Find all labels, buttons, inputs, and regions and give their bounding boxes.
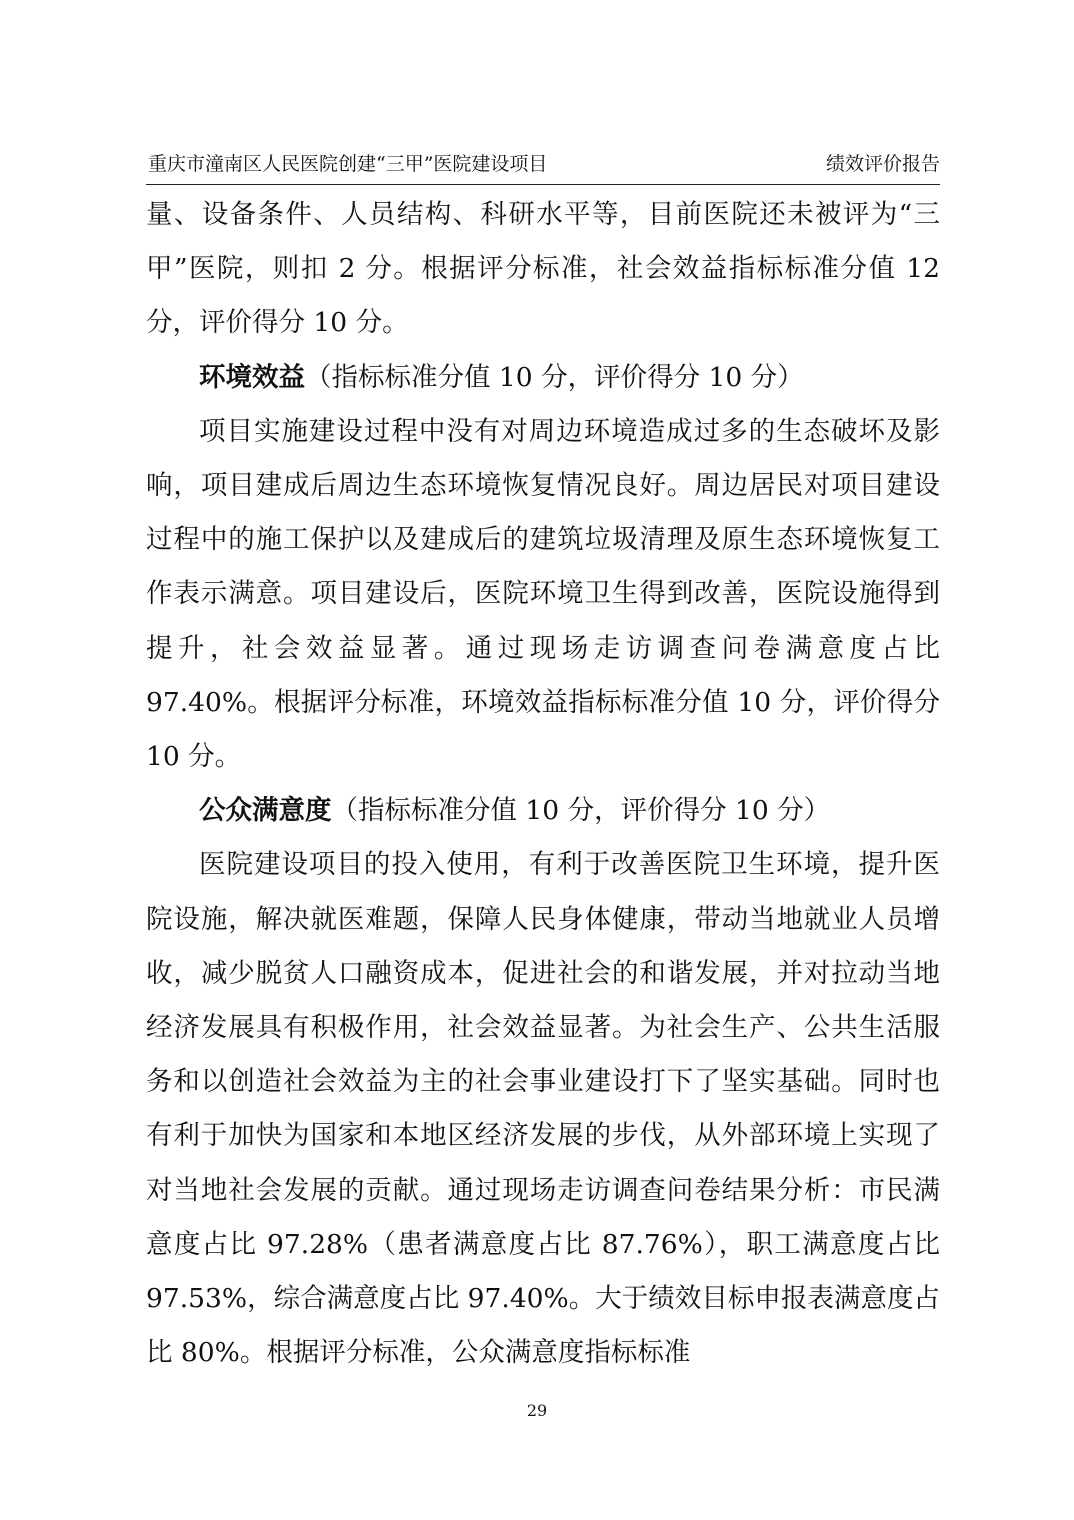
heading-environmental-benefit-score: （指标标准分值 10 分，评价得分 10 分） [305,361,804,393]
heading-public-satisfaction-score: （指标标准分值 10 分，评价得分 10 分） [331,795,831,827]
document-body [146,188,940,1380]
paragraph-environmental-benefit: 项目实施建设过程中没有对周边环境造成过多的生态破坏及影响，项目建成后周边生态环境恢复情况良好。周边居民对项目建设过程中的施工保护以及建成后的建筑垃圾清理及原生态环境恢复工作表示满意。项目建设后，医院环境卫生得到改善，医院设施得到提升，社会效益显著。通过现场走访调查问卷满意度占比 97.40%。根据评分标准，环境效益指标标准分值 10 分，评价得分 10 分。 [146,415,940,773]
heading-public-satisfaction [146,784,940,838]
heading-public-satisfaction-title: 公众满意度 [199,795,332,827]
running-header [146,146,940,185]
paragraph-public-satisfaction: 医院建设项目的投入使用，有利于改善医院卫生环境，提升医院设施，解决就医难题，保障人民身体健康，带动当地就业人员增收，减少脱贫人口融资成本，促进社会的和谐发展，并对拉动当地经济发展具有积极作用，社会效益显著。为社会生产、公共生活服务和以创造社会效益为主的社会事业建设打下了坚实基础。同时也有利于加快为国家和本地区经济发展的步伐，从外部环境上实现了对当地社会发展的贡献。通过现场走访调查问卷结果分析：市民满意度占比 97.28%（患者满意度占比 87.76%），职工满意度占比 97.53%，综合满意度占比 97.40%。大于绩效目标申报表满意度占比 80%。根据评分标准，公众满意度指标标准 [146,849,940,1369]
page-number: 29 [526,1401,548,1420]
heading-environmental-benefit-title: 环境效益 [199,361,305,393]
paragraph-social-benefit-continued: 量、设备条件、人员结构、科研水平等，目前医院还未被评为“三甲”医院，则扣 2 分。根据评分标准，社会效益指标标准分值 12 分，评价得分 10 分。 [146,199,940,339]
heading-environmental-benefit [146,351,940,405]
header-report-title: 绩效评价报告 [825,153,940,175]
header-project-title: 重庆市潼南区人民医院创建“三甲”医院建设项目 [148,153,548,175]
